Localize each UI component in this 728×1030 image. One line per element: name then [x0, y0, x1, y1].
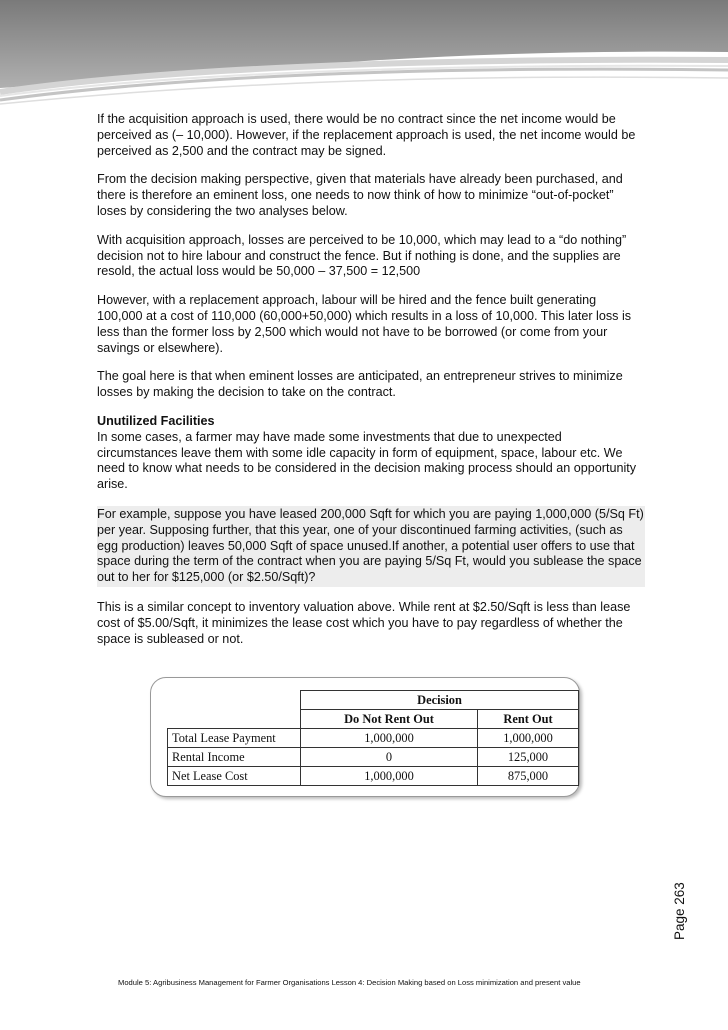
paragraph: In some cases, a farmer may have made some investments that due to unexpected circumstances leave them with some idle capacity in form of equipment, space, labour etc. We need to know what needs to be considered in the decision making process should an opportunity arise.	[97, 429, 637, 492]
table-header-row	[168, 691, 579, 710]
decision-header: Decision	[301, 691, 579, 710]
lease-decision-table	[167, 690, 579, 786]
lease-table-figure	[150, 677, 580, 797]
paragraph: This is a similar concept to inventory valuation above. While rent at $2.50/Sqft is less than lease cost of $5.00/Sqft, it minimizes the lease cost which you have to pay regardless of whether the space is subleased or not.	[97, 599, 631, 646]
table-row	[168, 767, 579, 786]
paragraph: With acquisition approach, losses are perceived to be 10,000, which may lead to a “do nothing” decision not to hire labour and construct the fence. But if nothing is done, and the supplies are resold, the actual loss would be 50,000 – 37,500 = 12,500	[97, 232, 627, 279]
row-label: Net Lease Cost	[168, 767, 301, 786]
cell-value: 1,000,000	[301, 729, 478, 748]
page-header-decoration	[0, 0, 728, 105]
table-row	[168, 729, 579, 748]
paragraph: From the decision making perspective, given that materials have already been purchased, and there is therefore an eminent loss, one needs to now think of how to minimize “out-of-pocket” loses by considering the two analyses below.	[97, 172, 623, 218]
table-row	[168, 748, 579, 767]
table-header-row	[168, 710, 579, 729]
paragraph: The goal here is that when eminent losses are anticipated, an entrepreneur strives to minimize losses by making the decision to take on the contract.	[97, 369, 623, 400]
row-label: Rental Income	[168, 748, 301, 767]
cell-value: 1,000,000	[478, 729, 579, 748]
cell-value: 125,000	[478, 748, 579, 767]
shaded-paragraph: For example, suppose you have leased 200,000 Sqft for which you are paying 1,000,000 (5/Sq Ft) per year. Supposing further, that this year, one of your discontinued farming activities, (such as egg production) leaves 50,000 Sqft of space unused.If another, a potential user offers to use that space during the term of the contract when you are paying 5/Sq Ft, would you sublease the space out to her for $125,000 (or $2.50/Sqft)?	[97, 506, 645, 587]
column-header: Rent Out	[478, 710, 579, 729]
cell-value: 875,000	[478, 767, 579, 786]
header-graphic	[0, 0, 728, 105]
section-heading: Unutilized Facilities	[97, 413, 215, 428]
row-label: Total Lease Payment	[168, 729, 301, 748]
paragraph: However, with a replacement approach, labour will be hired and the fence built generating 100,000 at a cost of 110,000 (60,000+50,000) which results in a loss of 10,000. This later loss is less than the former loss by 2,500 which would not have to be borrowed (or come from your savings or elsewhere).	[97, 293, 632, 355]
column-header: Do Not Rent Out	[301, 710, 478, 729]
page-footer: Module 5: Agribusiness Management for Farmer Organisations Lesson 4: Decision Making based on Loss minimization and present value	[118, 978, 581, 987]
paragraph: If the acquisition approach is used, there would be no contract since the net income would be perceived as (– 10,000). However, if the replacement approach is used, the net income would be perceived as 2,500 and the contract may be signed.	[97, 112, 636, 158]
document-body	[97, 112, 645, 660]
cell-value: 0	[301, 748, 478, 767]
page-number: Page 263	[672, 882, 687, 940]
cell-value: 1,000,000	[301, 767, 478, 786]
